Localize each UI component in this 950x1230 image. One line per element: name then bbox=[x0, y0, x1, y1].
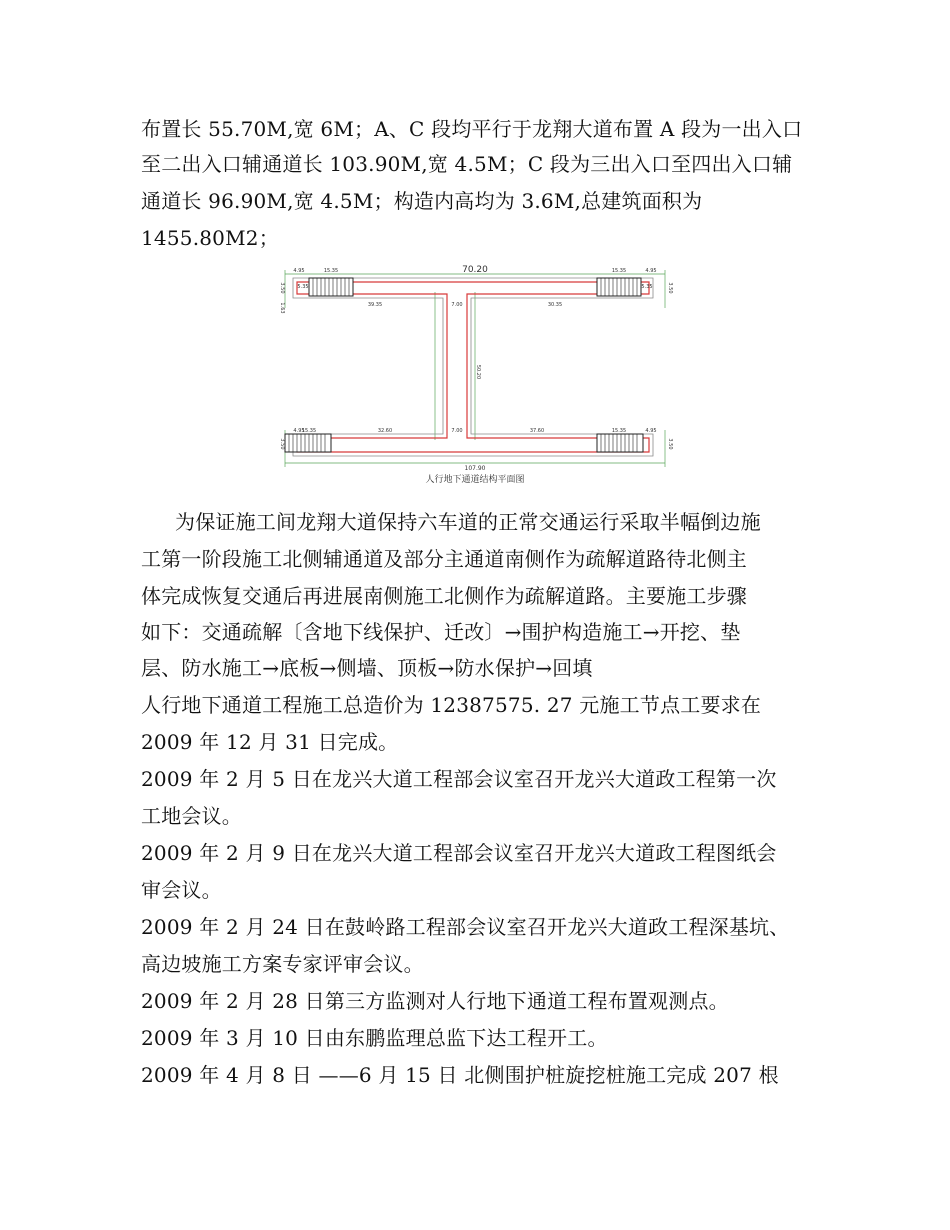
text-line: 通道长 96.90M,宽 4.5M；构造内高均为 3.6M,总建筑面积为 bbox=[141, 189, 703, 213]
dim-label: 3.50 bbox=[667, 438, 673, 450]
dim-label: 4.95 bbox=[293, 268, 305, 274]
text-line: 工地会议。 bbox=[141, 804, 242, 828]
dim-bottom-total: 107.90 bbox=[464, 465, 486, 472]
dim-label: 7.00 bbox=[451, 428, 463, 434]
text-line: 1455.80M2； bbox=[141, 226, 279, 250]
dim-label: 3.50 bbox=[279, 282, 285, 294]
text-line: 审会议。 bbox=[141, 878, 222, 902]
dim-label: 39.35 bbox=[367, 302, 383, 308]
dim-label: 3.50 bbox=[279, 438, 285, 450]
text-line: 2009 年 12 月 31 日完成。 bbox=[141, 730, 399, 754]
dim-label: 7.00 bbox=[451, 302, 463, 308]
text-line: 工第一阶段施工北侧辅通道及部分主通道南侧作为疏解道路待北侧主 bbox=[141, 547, 747, 571]
dim-label: 50.20 bbox=[475, 364, 481, 380]
dim-top-total: 70.20 bbox=[462, 265, 488, 275]
text-line: 2009 年 2 月 28 日第三方监测对人行地下通道工程布置观测点。 bbox=[141, 989, 729, 1013]
dim-label: 5.35 bbox=[297, 284, 309, 290]
text-line: 2009 年 2 月 9 日在龙兴大道工程部会议室召开龙兴大道政工程图纸会 bbox=[141, 841, 777, 865]
text-line: 层、防水施工→底板→侧墙、顶板→防水保护→回填 bbox=[141, 656, 593, 680]
dim-label: 4.95 bbox=[645, 268, 657, 274]
dim-label: 5.35 bbox=[641, 284, 653, 290]
text-line: 2009 年 3 月 10 日由东鹏监理总监下达工程开工。 bbox=[141, 1026, 608, 1050]
text-line: 体完成恢复交通后再进展南侧施工北侧作为疏解道路。主要施工步骤 bbox=[141, 584, 747, 608]
text-line: 如下：交通疏解〔含地下线保护、迁改〕→围护构造施工→开挖、垫 bbox=[141, 620, 741, 644]
dim-label: 15.35 bbox=[301, 428, 317, 434]
dim-label: 1.63 bbox=[279, 302, 285, 314]
structure-plan-drawing bbox=[275, 262, 675, 472]
dim-label: 4.95 bbox=[645, 428, 657, 434]
dim-label: 3.50 bbox=[667, 282, 673, 294]
text-line: 至二出入口辅通道长 103.90M,宽 4.5M；C 段为三出入口至四出入口辅 bbox=[141, 152, 793, 176]
text-line: 2009 年 4 月 8 日 ——6 月 15 日 北侧围护桩旋挖桩施工完成 207 根 bbox=[141, 1063, 779, 1087]
text-line: 2009 年 2 月 5 日在龙兴大道工程部会议室召开龙兴大道政工程第一次 bbox=[141, 767, 777, 791]
dim-label: 15.35 bbox=[611, 428, 627, 434]
text-line: 布置长 55.70M,宽 6M；A、C 段均平行于龙翔大道布置 A 段为一出入口 bbox=[141, 117, 803, 141]
structure-plan-figure bbox=[275, 262, 675, 490]
figure-caption: 人行地下通道结构平面图 bbox=[425, 475, 525, 485]
dim-label: 30.35 bbox=[547, 302, 563, 308]
dim-label: 32.60 bbox=[377, 428, 393, 434]
dim-label: 4.95 bbox=[293, 428, 305, 434]
dim-label: 15.35 bbox=[323, 268, 339, 274]
text-line: 为保证施工间龙翔大道保持六车道的正常交通运行采取半幅倒边施 bbox=[175, 510, 761, 534]
text-line: 人行地下通道工程施工总造价为 12387575. 27 元施工节点工要求在 bbox=[141, 693, 762, 717]
text-line: 2009 年 2 月 24 日在鼓岭路工程部会议室召开龙兴大道政工程深基坑、 bbox=[141, 915, 790, 939]
text-line: 高边坡施工方案专家评审会议。 bbox=[141, 952, 424, 976]
dim-label: 37.60 bbox=[529, 428, 545, 434]
dim-label: 15.35 bbox=[611, 268, 627, 274]
